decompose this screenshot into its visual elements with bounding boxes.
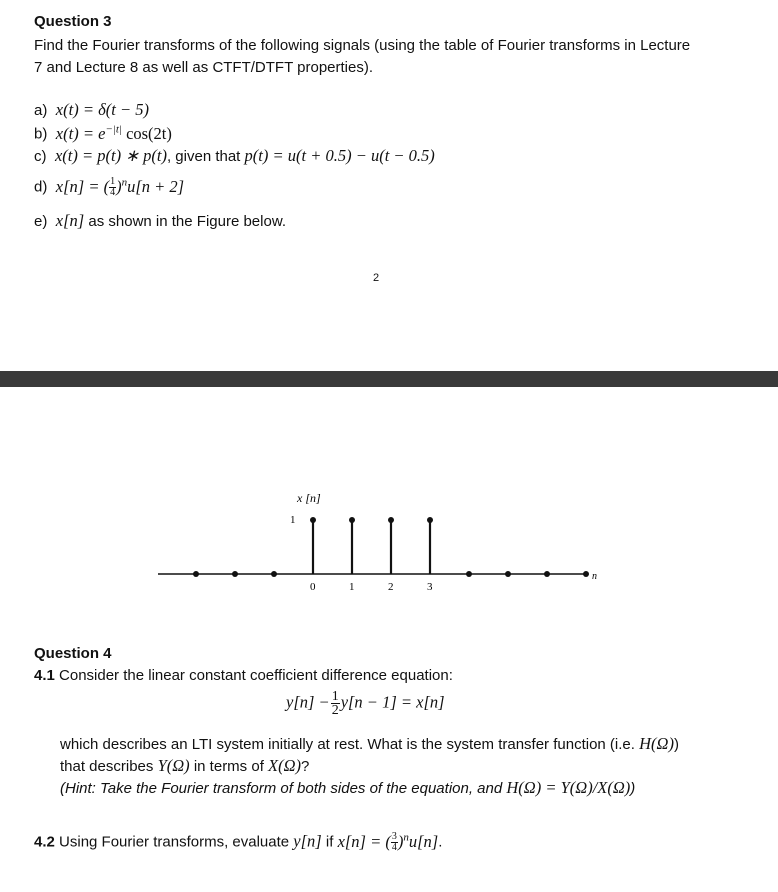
x-tick-label: 0	[310, 581, 316, 593]
stem-point	[193, 571, 199, 577]
q3-item-e	[34, 211, 286, 231]
stem-point	[388, 517, 394, 523]
q4-desc-line1: which describes an LTI system initially at rest. What is the system transfer function (i.e. H(Ω))	[60, 734, 679, 753]
item-math: $x(t) = e^{-|t|}$ cos(2t)	[55, 123, 172, 143]
item-text: , given that	[166, 148, 245, 165]
plot-ytick: 1	[290, 514, 296, 526]
stem-point	[583, 571, 589, 577]
x-tick-label: 1	[349, 581, 355, 593]
stray-label: 2	[373, 272, 380, 284]
q4-heading: Question 4	[34, 645, 112, 662]
plot-xlabel: n	[592, 571, 597, 582]
divider-bar	[0, 371, 778, 387]
q3-heading: Question 3	[34, 13, 112, 30]
item-label: a)	[34, 102, 48, 119]
item-math: x[n]	[55, 211, 85, 230]
q4-p42: 4.2 Using Fourier transforms, evaluate y[n] if x[n] = ( $\frac{3}{4}$ )$^n$u[n].	[34, 831, 443, 854]
q3-item-c	[34, 146, 435, 166]
x-tick-label: 3	[427, 581, 433, 593]
q3-intro-line2: 7 and Lecture 8 as well as CTFT/DTFT properties).	[34, 59, 374, 76]
stem-point	[544, 571, 550, 577]
item-label: d)	[34, 178, 48, 196]
item-text: as shown in the Figure below.	[84, 213, 287, 230]
item-math: x(t) = δ(t − 5)	[55, 100, 149, 119]
item-label: e)	[34, 213, 48, 230]
stem-point	[505, 571, 511, 577]
q4-hint: (Hint: Take the Fourier transform of both sides of the equation, and H(Ω) = Y(Ω)/X(Ω))	[60, 778, 636, 797]
p41-number: 4.1	[34, 667, 55, 684]
stem-point	[466, 571, 472, 577]
q3-item-d	[34, 176, 184, 198]
q3-intro-line1: Find the Fourier transforms of the following signals (using the table of Fourier transforms in Lecture	[34, 37, 691, 54]
stem-point	[427, 517, 433, 523]
p42-number: 4.2	[34, 833, 55, 851]
item-math2: p(t) = u(t + 0.5) − u(t − 0.5)	[244, 146, 435, 165]
q3-item-b	[34, 123, 172, 144]
q4-p41	[34, 667, 453, 684]
item-math: x[n] = ( $\frac{1}{4}$ )$^n$u[n + 2]	[55, 176, 185, 199]
x-tick-label: 2	[388, 581, 394, 593]
item-label: c)	[34, 148, 47, 165]
p41-text: Consider the linear constant coefficient difference equation:	[54, 667, 453, 684]
q3-item-a	[34, 100, 149, 120]
stem-point	[232, 571, 238, 577]
stem-plot	[0, 480, 778, 605]
item-label: b)	[34, 125, 48, 143]
q4-equation: y[n] − $\frac{1}{2}$ y[n − 1] = x[n]	[286, 689, 445, 718]
stem-point	[310, 517, 316, 523]
stem-point	[349, 517, 355, 523]
stem-point	[271, 571, 277, 577]
plot-ylabel: x [n]	[297, 491, 321, 505]
item-math: x(t) = p(t) ∗ p(t)	[54, 146, 167, 165]
q4-desc-line2: that describes Y(Ω) in terms of X(Ω)?	[60, 756, 310, 775]
